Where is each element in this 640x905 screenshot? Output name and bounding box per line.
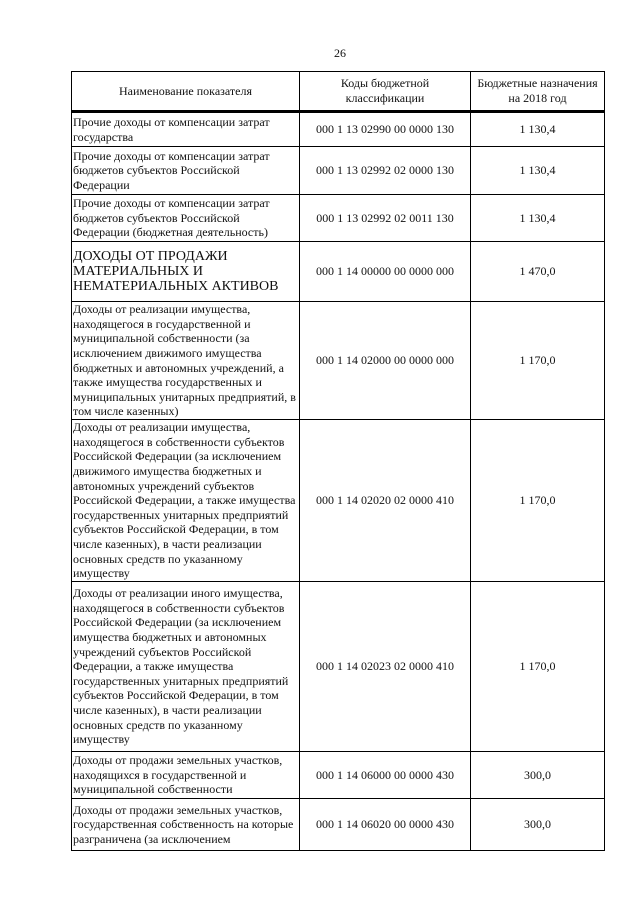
page-number: 26 (334, 46, 346, 60)
row-code: 000 1 14 02023 02 0000 410 (300, 582, 471, 752)
row-amount: 1 170,0 (471, 420, 605, 582)
table-row (72, 112, 605, 147)
table-row (72, 799, 605, 851)
row-name: Доходы от реализации имущества, находящегося в собственности субъектов Российской Федерации (за исключением движимого имущества бюджетных и автономных учреждений субъектов Российской Федерации, а также имущества государственных унитарных предприятий субъектов Российской Федерации, в том числе казенных), в части реализации основных средств по указанному имуществу (72, 420, 300, 582)
table-header-row (72, 72, 605, 112)
row-amount: 300,0 (471, 799, 605, 851)
row-name: Прочие доходы от компенсации затрат бюджетов субъектов Российской Федерации (бюджетная деятельность) (72, 195, 300, 242)
table-row (72, 752, 605, 799)
row-amount: 300,0 (471, 752, 605, 799)
table-row (72, 302, 605, 420)
table-row (72, 195, 605, 242)
header-budget-code: Коды бюджетной классификации (300, 72, 471, 112)
row-name: Доходы от реализации иного имущества, находящегося в собственности субъектов Российской Федерации (за исключением имущества бюджетных и автономных учреждений субъектов Российской Федерации, а также имущества государственных унитарных предприятий субъектов Российской Федерации, в том числе казенных), в части реализации основных средств по указанному имуществу (72, 582, 300, 752)
table-row (72, 582, 605, 752)
table-row (72, 242, 605, 302)
row-name: ДОХОДЫ ОТ ПРОДАЖИ МАТЕРИАЛЬНЫХ И НЕМАТЕРИАЛЬНЫХ АКТИВОВ (72, 242, 300, 302)
row-amount: 1 470,0 (471, 242, 605, 302)
row-code: 000 1 14 02020 02 0000 410 (300, 420, 471, 582)
row-name: Доходы от продажи земельных участков, государственная собственность на которые разграничена (за исключением (72, 799, 300, 851)
row-amount: 1 130,4 (471, 147, 605, 195)
row-code: 000 1 14 06020 00 0000 430 (300, 799, 471, 851)
row-name: Доходы от реализации имущества, находящегося в государственной и муниципальной собственности (за исключением движимого имущества бюджетных и автономных учреждений, а также имущества государственных и муниципальных унитарных предприятий, в том числе казенных) (72, 302, 300, 420)
row-name: Доходы от продажи земельных участков, находящихся в государственной и муниципальной собственности (72, 752, 300, 799)
budget-table (71, 71, 605, 851)
row-amount: 1 170,0 (471, 582, 605, 752)
header-budget-amount: Бюджетные назначения на 2018 год (471, 72, 605, 112)
row-name: Прочие доходы от компенсации затрат государства (72, 112, 300, 147)
row-code: 000 1 13 02990 00 0000 130 (300, 112, 471, 147)
table-row (72, 420, 605, 582)
row-name: Прочие доходы от компенсации затрат бюджетов субъектов Российской Федерации (72, 147, 300, 195)
table-row (72, 147, 605, 195)
row-code: 000 1 13 02992 02 0011 130 (300, 195, 471, 242)
row-code: 000 1 14 00000 00 0000 000 (300, 242, 471, 302)
header-indicator-name: Наименование показателя (72, 72, 300, 112)
row-code: 000 1 13 02992 02 0000 130 (300, 147, 471, 195)
row-code: 000 1 14 02000 00 0000 000 (300, 302, 471, 420)
row-amount: 1 170,0 (471, 302, 605, 420)
row-amount: 1 130,4 (471, 112, 605, 147)
row-amount: 1 130,4 (471, 195, 605, 242)
row-code: 000 1 14 06000 00 0000 430 (300, 752, 471, 799)
